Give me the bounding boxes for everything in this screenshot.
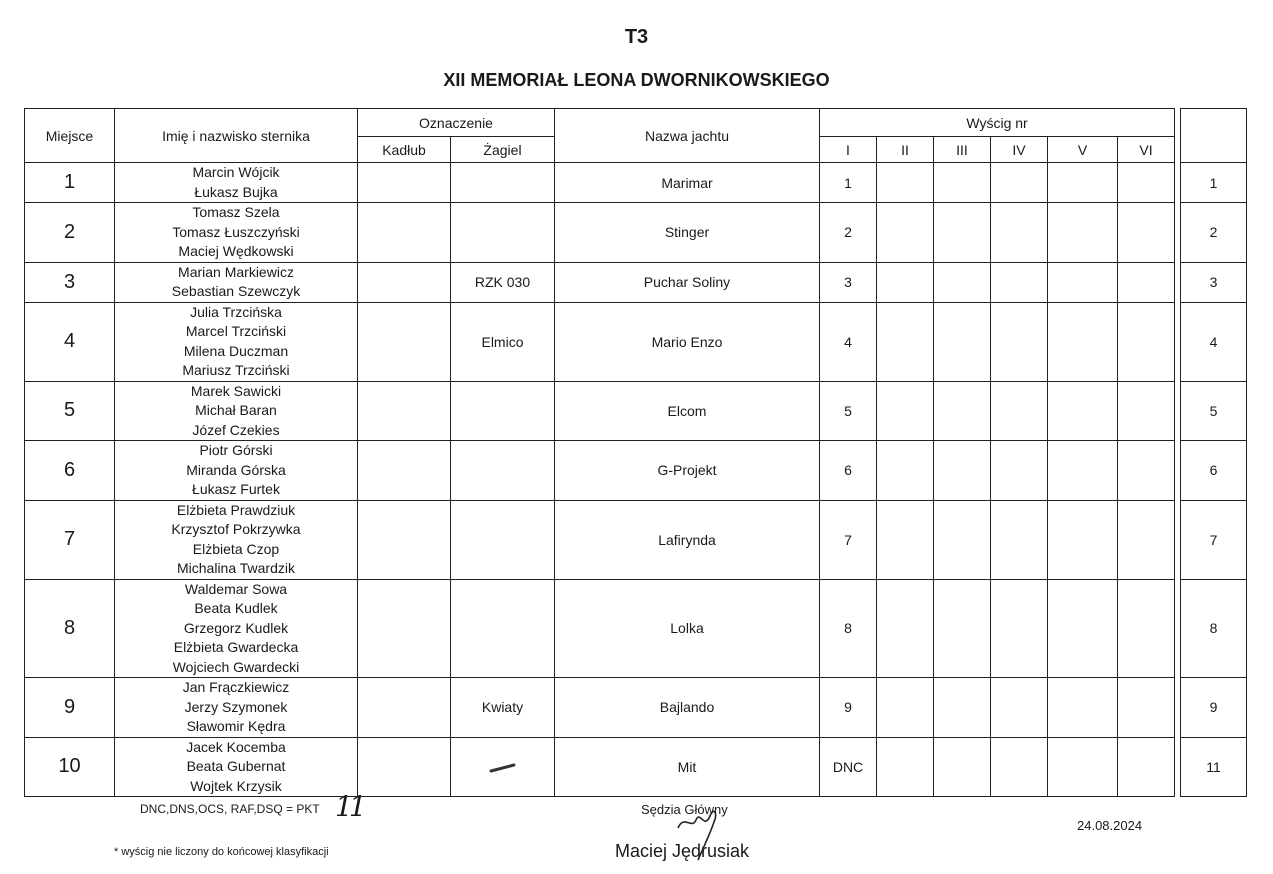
table-row bbox=[25, 163, 1247, 203]
judge-title: Sędzia Główny bbox=[641, 802, 728, 817]
hull-cell bbox=[358, 500, 451, 579]
sail-cell bbox=[451, 737, 555, 797]
yacht-name-cell: Lafirynda bbox=[555, 500, 820, 579]
crew-cell bbox=[115, 381, 358, 441]
table-row bbox=[25, 678, 1247, 738]
yacht-name-cell: Bajlando bbox=[555, 678, 820, 738]
place-cell: 3 bbox=[25, 262, 115, 302]
total-points-cell: 4 bbox=[1181, 302, 1247, 381]
race-4-cell bbox=[991, 203, 1048, 263]
penalty-rule: DNC,DNS,OCS, RAF,DSQ = PKT bbox=[140, 802, 320, 816]
header-marking: Oznaczenie bbox=[358, 109, 555, 137]
race-5-cell bbox=[1048, 203, 1118, 263]
crew-member-name: Józef Czekies bbox=[192, 421, 280, 438]
table-row bbox=[25, 500, 1247, 579]
crew-member-name: Mariusz Trzciński bbox=[182, 362, 290, 378]
race-6-cell bbox=[1118, 163, 1175, 203]
crew-member-name: Michał Baran bbox=[195, 402, 277, 418]
sail-cell bbox=[451, 381, 555, 441]
crew-cell bbox=[115, 737, 358, 797]
crew-member-name: Wojciech Gwardecki bbox=[172, 658, 300, 675]
total-points-cell: 3 bbox=[1181, 262, 1247, 302]
race-6-cell bbox=[1118, 381, 1175, 441]
crew-cell bbox=[115, 302, 358, 381]
footnote: * wyścig nie liczony do końcowej klasyfikacji bbox=[114, 846, 329, 858]
total-points-cell: 1 bbox=[1181, 163, 1247, 203]
penalty-value-handwritten: 11 bbox=[335, 790, 363, 823]
race-6-cell bbox=[1118, 262, 1175, 302]
race-2-cell bbox=[877, 381, 934, 441]
race-5-cell bbox=[1048, 500, 1118, 579]
crew-cell bbox=[115, 579, 358, 678]
race-1-cell: DNC bbox=[820, 737, 877, 797]
document-subtitle: XII MEMORIAŁ LEONA DWORNIKOWSKIEGO bbox=[443, 70, 830, 90]
crew-member-name: Jacek Kocemba bbox=[186, 738, 286, 755]
race-6-cell bbox=[1118, 441, 1175, 501]
document-date: 24.08.2024 bbox=[1077, 818, 1143, 833]
judge-name: Maciej Jędrusiak bbox=[615, 841, 750, 861]
header-race-1: I bbox=[820, 137, 877, 163]
header-race-number: Wyścig nr bbox=[820, 109, 1175, 137]
table-row bbox=[25, 262, 1247, 302]
yacht-name-cell: Mario Enzo bbox=[555, 302, 820, 381]
race-5-cell bbox=[1048, 163, 1118, 203]
pen-mark-icon bbox=[488, 762, 518, 774]
race-5-cell bbox=[1048, 678, 1118, 738]
hull-cell bbox=[358, 203, 451, 263]
race-3-cell bbox=[934, 302, 991, 381]
race-3-cell bbox=[934, 203, 991, 263]
crew-member-name: Łukasz Bujka bbox=[194, 183, 278, 200]
sail-cell: Elmico bbox=[451, 302, 555, 381]
table-row bbox=[25, 579, 1247, 678]
crew-member-name: Krzysztof Pokrzywka bbox=[171, 521, 301, 537]
crew-member-name: Milena Duczman bbox=[183, 342, 289, 359]
race-4-cell bbox=[991, 441, 1048, 501]
total-points-cell: 2 bbox=[1181, 203, 1247, 263]
sail-cell bbox=[451, 500, 555, 579]
race-4-cell bbox=[991, 579, 1048, 678]
crew-member-name: Łukasz Furtek bbox=[192, 481, 280, 497]
race-4-cell bbox=[991, 381, 1048, 441]
race-1-cell: 9 bbox=[820, 678, 877, 738]
race-5-cell bbox=[1048, 302, 1118, 381]
race-4-cell bbox=[991, 678, 1048, 738]
results-body bbox=[25, 163, 1247, 797]
race-3-cell bbox=[934, 441, 991, 501]
crew-member-name: Tomasz Łuszczyński bbox=[172, 223, 300, 240]
hull-cell bbox=[358, 163, 451, 203]
crew-member-name: Maciej Wędkowski bbox=[178, 243, 294, 259]
place-cell: 8 bbox=[25, 579, 115, 678]
header-yacht-name: Nazwa jachtu bbox=[555, 109, 820, 163]
sail-cell bbox=[451, 203, 555, 263]
sail-cell bbox=[451, 163, 555, 203]
race-6-cell bbox=[1118, 500, 1175, 579]
header-race-2: II bbox=[877, 137, 934, 163]
crew-member-name: Marcel Trzciński bbox=[185, 323, 287, 339]
race-6-cell bbox=[1118, 678, 1175, 738]
crew-cell bbox=[115, 678, 358, 738]
race-5-cell bbox=[1048, 737, 1118, 797]
header-crew-name: Imię i nazwisko sternika bbox=[115, 109, 358, 163]
table-row bbox=[25, 441, 1247, 501]
race-1-cell: 4 bbox=[820, 302, 877, 381]
race-1-cell: 7 bbox=[820, 500, 877, 579]
race-1-cell: 1 bbox=[820, 163, 877, 203]
race-4-cell bbox=[991, 302, 1048, 381]
crew-member-name: Beata Kudlek bbox=[194, 600, 278, 616]
place-cell: 5 bbox=[25, 381, 115, 441]
yacht-name-cell: Lolka bbox=[555, 579, 820, 678]
crew-member-name: Sławomir Kędra bbox=[186, 718, 286, 734]
race-4-cell bbox=[991, 262, 1048, 302]
race-2-cell bbox=[877, 678, 934, 738]
race-2-cell bbox=[877, 262, 934, 302]
race-3-cell bbox=[934, 500, 991, 579]
crew-member-name: Marek Sawicki bbox=[190, 382, 282, 399]
header-sail: Żagiel bbox=[451, 137, 555, 163]
race-3-cell bbox=[934, 678, 991, 738]
race-6-cell bbox=[1118, 203, 1175, 263]
table-row bbox=[25, 381, 1247, 441]
race-6-cell bbox=[1118, 579, 1175, 678]
hull-cell bbox=[358, 262, 451, 302]
header-place: Miejsce bbox=[25, 109, 115, 163]
hull-cell bbox=[358, 381, 451, 441]
race-1-cell: 8 bbox=[820, 579, 877, 678]
total-points-cell: 6 bbox=[1181, 441, 1247, 501]
hull-cell bbox=[358, 302, 451, 381]
crew-cell bbox=[115, 262, 358, 302]
race-6-cell bbox=[1118, 302, 1175, 381]
total-points-cell: 5 bbox=[1181, 381, 1247, 441]
crew-cell bbox=[115, 163, 358, 203]
place-cell: 9 bbox=[25, 678, 115, 738]
race-1-cell: 5 bbox=[820, 381, 877, 441]
race-2-cell bbox=[877, 302, 934, 381]
crew-cell bbox=[115, 203, 358, 263]
table-row bbox=[25, 737, 1247, 797]
race-3-cell bbox=[934, 737, 991, 797]
crew-member-name: Jan Frączkiewicz bbox=[182, 679, 290, 695]
race-2-cell bbox=[877, 203, 934, 263]
race-2-cell bbox=[877, 737, 934, 797]
race-1-cell: 2 bbox=[820, 203, 877, 263]
header-race-3: III bbox=[934, 137, 991, 163]
race-3-cell bbox=[934, 262, 991, 302]
total-points-cell: 8 bbox=[1181, 579, 1247, 678]
place-cell: 4 bbox=[25, 302, 115, 381]
judge-signature bbox=[670, 800, 730, 864]
crew-member-name: Jerzy Szymonek bbox=[184, 698, 288, 715]
crew-member-name: Wojtek Krzysik bbox=[190, 777, 282, 794]
race-5-cell bbox=[1048, 381, 1118, 441]
total-points-cell: 7 bbox=[1181, 500, 1247, 579]
race-6-cell bbox=[1118, 737, 1175, 797]
crew-member-name: Michalina Twardzik bbox=[176, 560, 295, 576]
place-cell: 7 bbox=[25, 500, 115, 579]
sail-cell bbox=[451, 441, 555, 501]
crew-member-name: Piotr Górski bbox=[199, 442, 273, 458]
crew-member-name: Julia Trzcińska bbox=[190, 303, 282, 320]
place-cell: 10 bbox=[25, 737, 115, 797]
race-1-cell: 6 bbox=[820, 441, 877, 501]
crew-member-name: Elżbieta Prawdziuk bbox=[176, 501, 296, 518]
crew-member-name: Waldemar Sowa bbox=[184, 580, 288, 597]
yacht-name-cell: G-Projekt bbox=[555, 441, 820, 501]
crew-member-name: Sebastian Szewczyk bbox=[171, 283, 301, 299]
yacht-name-cell: Mit bbox=[555, 737, 820, 797]
crew-cell bbox=[115, 500, 358, 579]
race-4-cell bbox=[991, 163, 1048, 203]
race-5-cell bbox=[1048, 262, 1118, 302]
header-hull: Kadłub bbox=[358, 137, 451, 163]
crew-member-name: Marcin Wójcik bbox=[192, 164, 280, 180]
crew-member-name: Elżbieta Gwardecka bbox=[173, 639, 299, 655]
document-title: T3 bbox=[624, 26, 649, 48]
header-total bbox=[1181, 109, 1247, 163]
crew-member-name: Elżbieta Czop bbox=[192, 540, 280, 557]
hull-cell bbox=[358, 678, 451, 738]
place-cell: 1 bbox=[25, 163, 115, 203]
race-2-cell bbox=[877, 163, 934, 203]
race-2-cell bbox=[877, 441, 934, 501]
sail-cell: Kwiaty bbox=[451, 678, 555, 738]
crew-member-name: Grzegorz Kudlek bbox=[183, 619, 289, 636]
race-4-cell bbox=[991, 500, 1048, 579]
table-row bbox=[25, 302, 1247, 381]
sail-cell bbox=[451, 579, 555, 678]
header-race-4: IV bbox=[991, 137, 1048, 163]
total-points-cell: 11 bbox=[1181, 737, 1247, 797]
race-5-cell bbox=[1048, 441, 1118, 501]
sail-cell: RZK 030 bbox=[451, 262, 555, 302]
crew-member-name: Marian Markiewicz bbox=[178, 263, 294, 280]
place-cell: 2 bbox=[25, 203, 115, 263]
crew-member-name: Tomasz Szela bbox=[192, 204, 280, 220]
race-1-cell: 3 bbox=[820, 262, 877, 302]
yacht-name-cell: Stinger bbox=[555, 203, 820, 263]
crew-cell bbox=[115, 441, 358, 501]
hull-cell bbox=[358, 579, 451, 678]
race-2-cell bbox=[877, 579, 934, 678]
header-race-5: V bbox=[1048, 137, 1118, 163]
race-4-cell bbox=[991, 737, 1048, 797]
race-3-cell bbox=[934, 381, 991, 441]
yacht-name-cell: Marimar bbox=[555, 163, 820, 203]
table-row bbox=[25, 203, 1247, 263]
yacht-name-cell: Elcom bbox=[555, 381, 820, 441]
hull-cell bbox=[358, 441, 451, 501]
race-5-cell bbox=[1048, 579, 1118, 678]
crew-member-name: Miranda Górska bbox=[186, 461, 286, 478]
race-3-cell bbox=[934, 579, 991, 678]
crew-member-name: Beata Gubernat bbox=[186, 758, 286, 774]
hull-cell bbox=[358, 737, 451, 797]
header-race-6: VI bbox=[1118, 137, 1175, 163]
place-cell: 6 bbox=[25, 441, 115, 501]
results-table bbox=[24, 108, 1247, 797]
race-3-cell bbox=[934, 163, 991, 203]
race-2-cell bbox=[877, 500, 934, 579]
yacht-name-cell: Puchar Soliny bbox=[555, 262, 820, 302]
total-points-cell: 9 bbox=[1181, 678, 1247, 738]
